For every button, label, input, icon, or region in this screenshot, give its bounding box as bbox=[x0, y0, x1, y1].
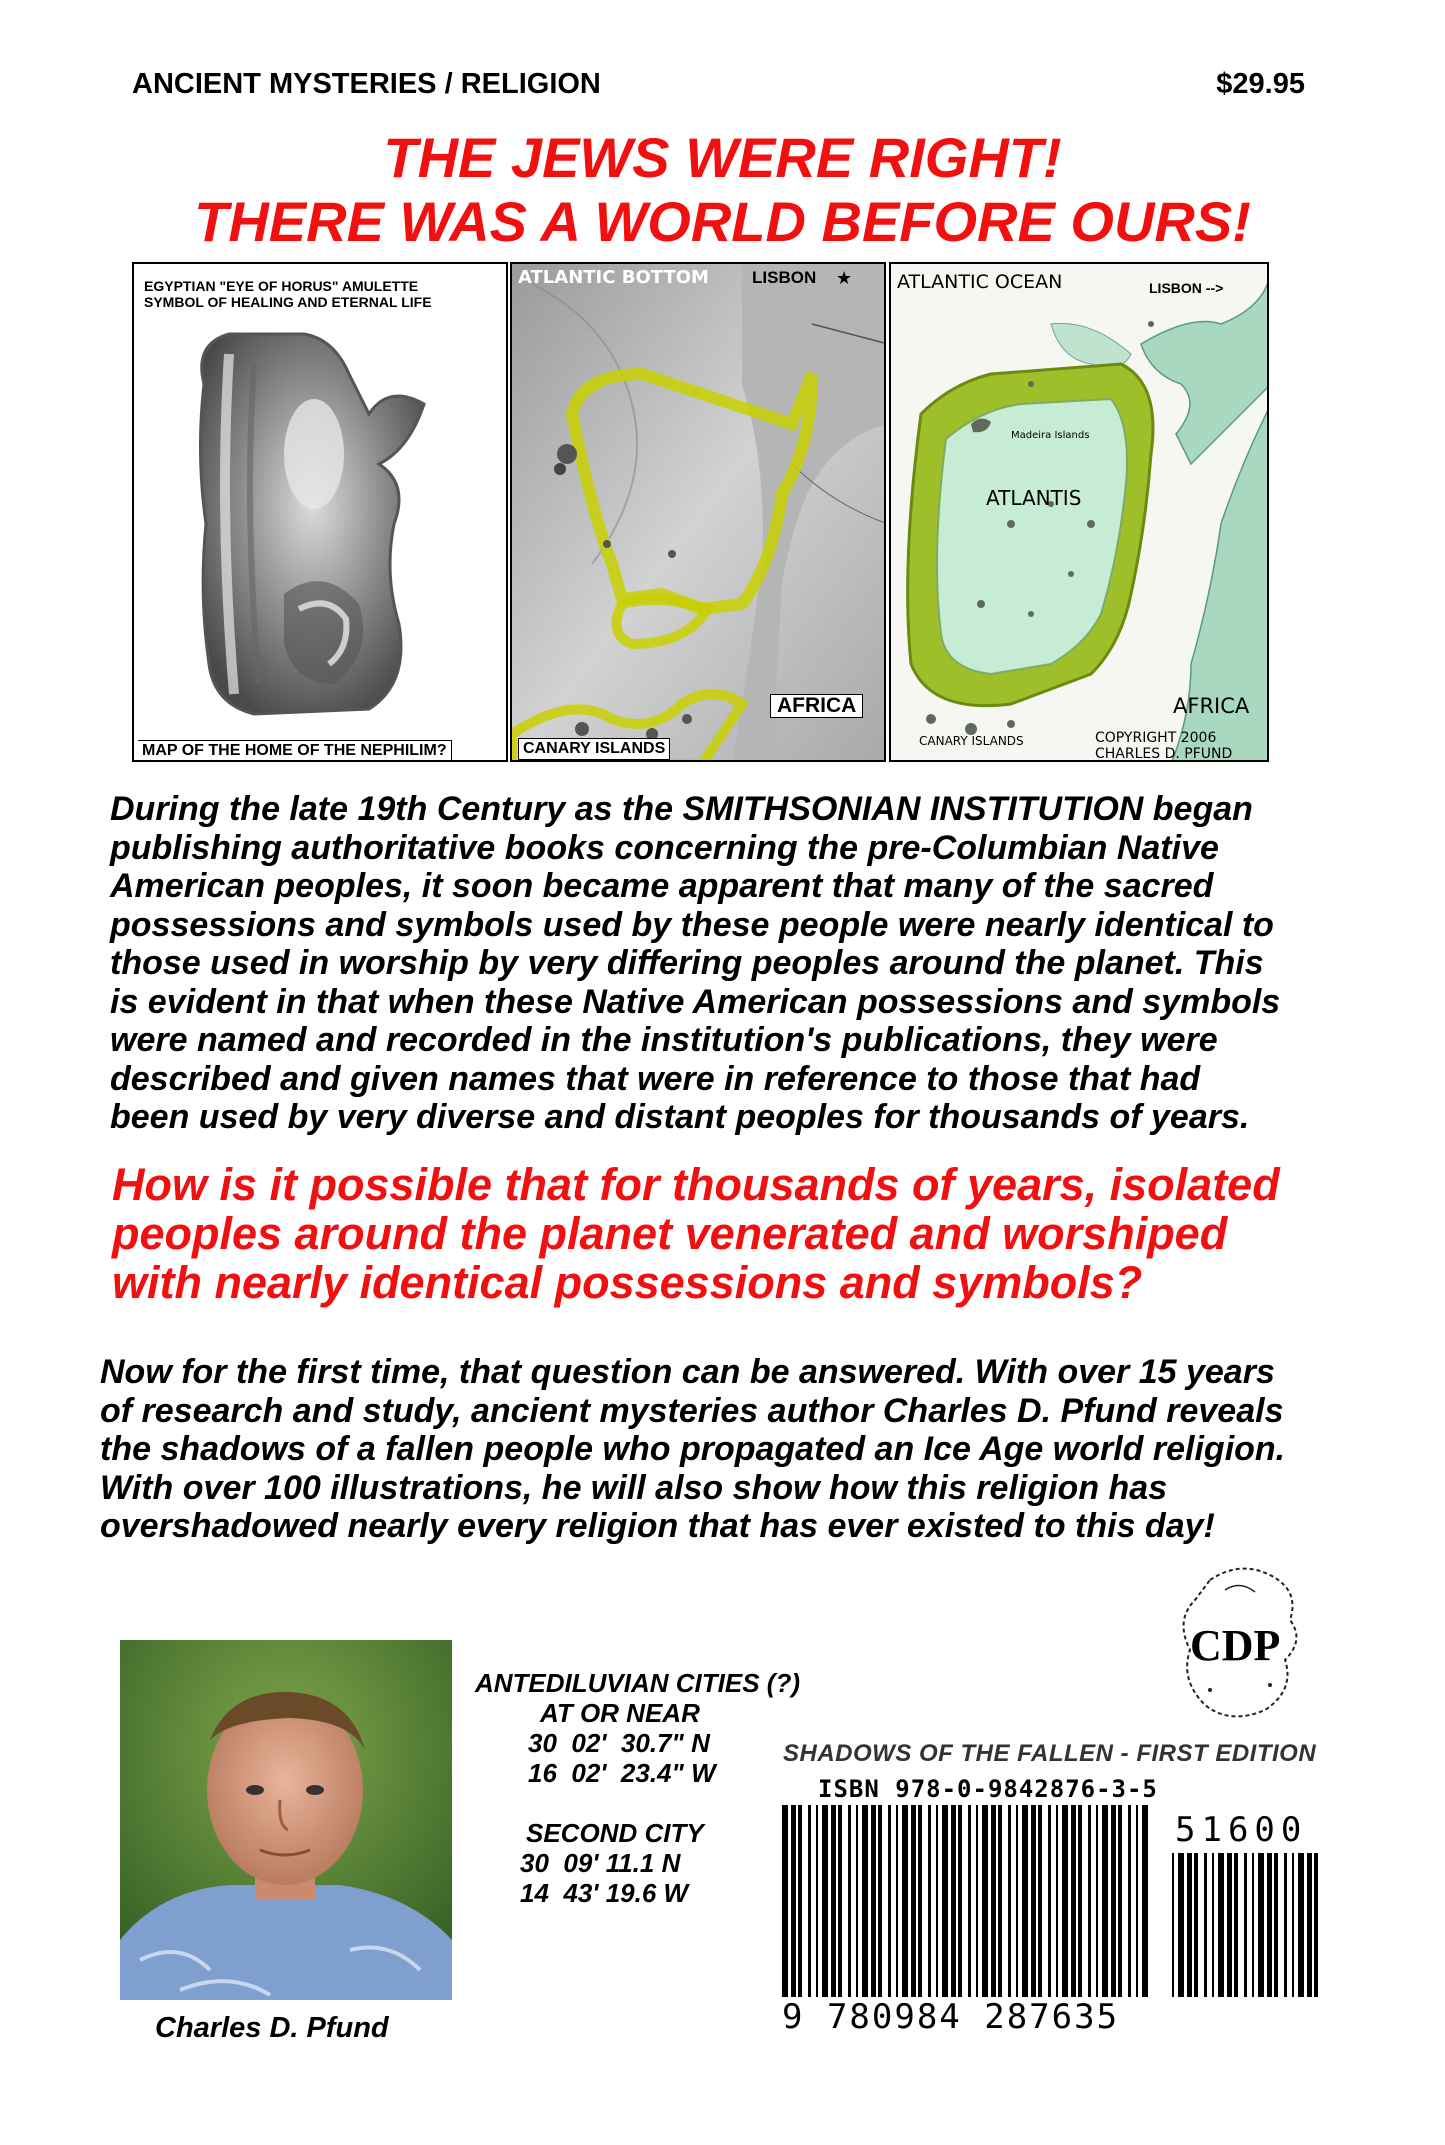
map-canary-label: CANARY ISLANDS bbox=[919, 734, 1024, 748]
seafloor-africa-label: AFRICA bbox=[770, 694, 863, 718]
barcode-bar bbox=[848, 1805, 851, 1997]
amulet-bottom-label: MAP OF THE HOME OF THE NEPHILIM? bbox=[138, 740, 452, 761]
barcode-bar bbox=[1234, 1853, 1238, 1997]
barcode-bar bbox=[911, 1805, 916, 1997]
barcode-bar bbox=[1128, 1805, 1131, 1997]
barcode-bar bbox=[982, 1805, 988, 1997]
map-copyright-1: COPYRIGHT 2006 bbox=[1095, 730, 1217, 746]
author-caption: Charles D. Pfund bbox=[155, 2012, 389, 2044]
intro-line: been used by very diverse and distant peoples for thousands of years. bbox=[110, 1098, 1250, 1136]
barcode-bar bbox=[1088, 1805, 1091, 1997]
barcode-bar bbox=[1274, 1853, 1278, 1997]
headline-line-2: THERE WAS A WORLD BEFORE OURS! bbox=[194, 190, 1251, 253]
intro-line: possessions and symbols used by these people were nearly identical to bbox=[110, 905, 1274, 944]
atlantis-map-panel bbox=[889, 262, 1269, 762]
barcode-bar bbox=[888, 1805, 891, 1997]
barcode-bar bbox=[951, 1805, 956, 1997]
intro-line: those used in worship by very differing peoples around the planet. This bbox=[110, 944, 1264, 982]
question-callout bbox=[112, 1160, 1362, 1307]
barcode-bar bbox=[1142, 1805, 1148, 1997]
edition-label: SHADOWS OF THE FALLEN - FIRST EDITION bbox=[783, 1740, 1317, 1767]
amulet-panel bbox=[132, 262, 508, 762]
answer-line: Now for the first time, that question can be answered. With over 15 years bbox=[100, 1353, 1275, 1391]
barcode-bar bbox=[1136, 1805, 1138, 1997]
barcode-bar bbox=[831, 1805, 836, 1997]
amulet-title-1: EGYPTIAN "EYE OF HORUS" AMULETTE bbox=[144, 278, 419, 294]
author-portrait bbox=[120, 1640, 452, 2000]
barcode-bar bbox=[976, 1805, 978, 1997]
barcode-bar bbox=[998, 1805, 1002, 1997]
barcode-bar bbox=[791, 1805, 796, 1997]
barcode-bar bbox=[822, 1805, 828, 1997]
barcode-bar bbox=[1008, 1805, 1011, 1997]
question-line: How is it possible that for thousands of years, isolated bbox=[112, 1159, 1280, 1210]
barcode-bar bbox=[1218, 1853, 1224, 1997]
barcode-bar bbox=[1178, 1853, 1184, 1997]
barcode-bar bbox=[958, 1805, 962, 1997]
barcode-bar bbox=[942, 1805, 948, 1997]
seafloor-map bbox=[512, 264, 886, 762]
barcode-bar bbox=[1194, 1853, 1198, 1997]
city2-longitude: 14 43' 19.6 W bbox=[520, 1878, 689, 1908]
amulet-image bbox=[134, 264, 508, 762]
answer-line: of research and study, ancient mysteries author Charles D. Pfund reveals bbox=[100, 1391, 1284, 1430]
barcode-bar bbox=[902, 1805, 908, 1997]
barcode-bar bbox=[1298, 1853, 1304, 1997]
city1-longitude: 16 02' 23.4" W bbox=[528, 1758, 716, 1788]
barcode-bar bbox=[1187, 1853, 1192, 1997]
price-label: $29.95 bbox=[1216, 68, 1305, 100]
map-copyright-2: CHARLES D. PFUND bbox=[1095, 746, 1233, 762]
barcode-bar bbox=[1258, 1853, 1264, 1997]
map-atlantis-label: ATLANTIS bbox=[986, 486, 1082, 510]
barcode-bar bbox=[1284, 1853, 1287, 1997]
author-photo bbox=[120, 1640, 452, 2000]
intro-line: described and given names that were in reference to those that had bbox=[110, 1059, 1201, 1098]
barcode bbox=[780, 1805, 1325, 1997]
city1-latitude: 30 02' 30.7" N bbox=[528, 1728, 710, 1758]
barcode-bar bbox=[782, 1805, 788, 1997]
barcode-bar bbox=[862, 1805, 868, 1997]
barcode-bar bbox=[808, 1805, 811, 1997]
barcode-bar bbox=[1062, 1805, 1068, 1997]
barcode-bar bbox=[1038, 1805, 1042, 1997]
barcode-bar bbox=[936, 1805, 938, 1997]
barcode-bar bbox=[1292, 1853, 1294, 1997]
amulet-title-2: SYMBOL OF HEALING AND ETERNAL LIFE bbox=[144, 294, 432, 310]
intro-line: publishing authoritative books concerning the pre-Columbian Native bbox=[110, 828, 1219, 867]
map-africa-label: AFRICA bbox=[1173, 694, 1250, 718]
question-line: peoples around the planet venerated and worshiped bbox=[112, 1208, 1228, 1259]
barcode-bar bbox=[896, 1805, 898, 1997]
barcode-bar bbox=[1016, 1805, 1018, 1997]
barcode-bar bbox=[871, 1805, 876, 1997]
intro-paragraph bbox=[110, 790, 1360, 1137]
intro-line: American peoples, it soon became apparent that many of the sacred bbox=[110, 867, 1214, 905]
barcode-bar bbox=[816, 1805, 818, 1997]
seafloor-lisbon-label: LISBON bbox=[752, 268, 817, 287]
barcode-bar bbox=[991, 1805, 996, 1997]
barcode-bar bbox=[856, 1805, 858, 1997]
barcode-bar bbox=[1314, 1853, 1318, 1997]
cities-title-2: AT OR NEAR bbox=[540, 1698, 700, 1728]
barcode-bar bbox=[1102, 1805, 1108, 1997]
city2-latitude: 30 09' 11.1 N bbox=[520, 1848, 681, 1878]
barcode-bar bbox=[1048, 1805, 1051, 1997]
map-ocean-title: ATLANTIC OCEAN bbox=[897, 271, 1063, 293]
intro-line: During the late 19th Century as the SMITHSONIAN INSTITUTION began bbox=[110, 790, 1253, 828]
intro-line: is evident in that when these Native American possessions and symbols bbox=[110, 982, 1281, 1021]
barcode-bar bbox=[1267, 1853, 1272, 1997]
answer-line: With over 100 illustrations, he will also show how this religion has bbox=[100, 1468, 1168, 1507]
publisher-logo-text: CDP bbox=[1190, 1621, 1281, 1670]
barcode-bar bbox=[968, 1805, 971, 1997]
lisbon-star-icon: ★ bbox=[836, 268, 853, 288]
isbn-digits: 9 780984 287635 bbox=[782, 1997, 1120, 2037]
category-label: ANCIENT MYSTERIES / RELIGION bbox=[132, 68, 601, 100]
barcode-bar bbox=[1244, 1853, 1247, 1997]
barcode-bar bbox=[1022, 1805, 1028, 1997]
isbn-label: ISBN 978-0-9842876-3-5 bbox=[818, 1775, 1158, 1803]
price-code: 51600 bbox=[1175, 1810, 1308, 1850]
barcode-bar bbox=[1227, 1853, 1232, 1997]
barcode-bar bbox=[1172, 1853, 1174, 1997]
barcode-bar bbox=[1078, 1805, 1082, 1997]
barcode-bar bbox=[1096, 1805, 1098, 1997]
intro-line: were named and recorded in the institution's publications, they were bbox=[110, 1021, 1218, 1059]
barcode-bar bbox=[798, 1805, 802, 1997]
atlantis-map bbox=[891, 264, 1269, 762]
barcode-bar bbox=[838, 1805, 842, 1997]
map-lisbon-label: LISBON --> bbox=[1149, 280, 1224, 296]
barcode-bar bbox=[1252, 1853, 1254, 1997]
second-city-title: SECOND CITY bbox=[526, 1818, 704, 1848]
publisher-logo bbox=[1170, 1560, 1310, 1725]
barcode-bar bbox=[928, 1805, 931, 1997]
headline-line-1: THE JEWS WERE RIGHT! bbox=[383, 126, 1062, 189]
answer-paragraph bbox=[100, 1353, 1360, 1546]
barcode-bar bbox=[1307, 1853, 1312, 1997]
question-line: with nearly identical possessions and symbols? bbox=[112, 1257, 1143, 1308]
barcode-bar bbox=[918, 1805, 922, 1997]
map-madeira-label: Madeira Islands bbox=[1011, 430, 1090, 441]
barcode-bar bbox=[1111, 1805, 1116, 1997]
barcode-bar bbox=[1212, 1853, 1214, 1997]
barcode-bar bbox=[878, 1805, 882, 1997]
answer-line: overshadowed nearly every religion that has ever existed to this day! bbox=[100, 1507, 1215, 1545]
answer-line: the shadows of a fallen people who propagated an Ice Age world religion. bbox=[100, 1430, 1286, 1468]
barcode-bar bbox=[1204, 1853, 1207, 1997]
barcode-bar bbox=[1031, 1805, 1036, 1997]
barcode-bar bbox=[1118, 1805, 1122, 1997]
barcode-bar bbox=[1071, 1805, 1076, 1997]
atlantic-bottom-panel bbox=[510, 262, 886, 762]
seafloor-title: ATLANTIC BOTTOM bbox=[518, 267, 709, 288]
seafloor-canary-label: CANARY ISLANDS bbox=[518, 738, 670, 760]
barcode-bar bbox=[1056, 1805, 1058, 1997]
cities-title-1: ANTEDILUVIAN CITIES (?) bbox=[475, 1668, 800, 1698]
